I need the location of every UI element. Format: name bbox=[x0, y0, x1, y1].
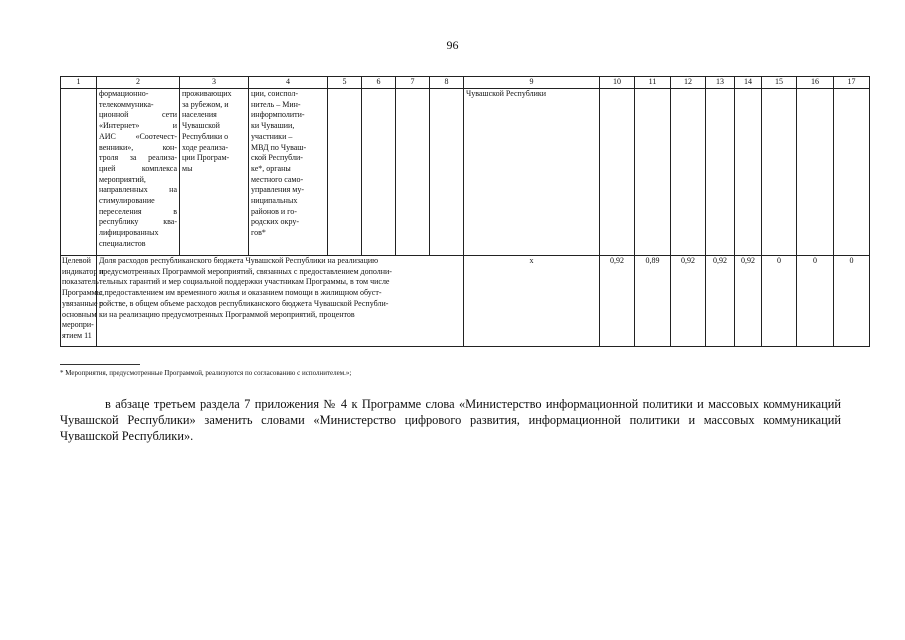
header-cell: 9 bbox=[464, 77, 600, 89]
text-line: Чувашской bbox=[182, 121, 220, 131]
text-line: предусмотренных Программой мероприятий, связанных с предоставлением дополни- bbox=[99, 266, 392, 276]
table-cell bbox=[61, 89, 97, 256]
text-line: проживающих bbox=[182, 89, 232, 98]
text-line: венники», кон- bbox=[99, 142, 177, 152]
text-line: Программы, bbox=[62, 288, 105, 298]
text-line: основным bbox=[62, 309, 97, 319]
value-cell: 0 bbox=[797, 256, 834, 347]
text-line: цией комплекса bbox=[99, 163, 177, 173]
header-row bbox=[61, 77, 870, 89]
header-cell: 2 bbox=[97, 77, 180, 89]
table-row bbox=[61, 256, 870, 347]
header-cell: 15 bbox=[762, 77, 797, 89]
text-line: нитель – Мин- bbox=[251, 99, 301, 109]
table-cell bbox=[671, 89, 706, 256]
text-line: ционной сети bbox=[99, 110, 177, 120]
text-line: «Интернет» и bbox=[99, 121, 177, 131]
text-line: ятием 11 bbox=[62, 330, 92, 340]
footnote-divider bbox=[60, 364, 140, 365]
text-line: Целевой bbox=[62, 256, 91, 265]
text-line: МВД по Чуваш- bbox=[251, 142, 307, 152]
amendment-paragraph: в абзаце третьем раздела 7 приложения № 4 к Программе слова «Министерство информационной политики и массовых коммуникаций Чувашской Республики» заменить словами «Министерство цифрового развития, информационной политики и массовых коммуникаций Чувашской Республики». bbox=[60, 397, 841, 443]
value-cell: 0 bbox=[834, 256, 870, 347]
text-line: АИС «Соотечест- bbox=[99, 131, 177, 141]
header-cell: 13 bbox=[706, 77, 735, 89]
text-line: управления му- bbox=[251, 185, 305, 195]
text-line: меропри- bbox=[62, 320, 94, 330]
executor-cell bbox=[249, 89, 328, 256]
activity-description-cell bbox=[97, 89, 180, 256]
table-cell bbox=[834, 89, 870, 256]
text-line: ции Програм- bbox=[182, 153, 230, 163]
footnote: * Мероприятия, предусмотренные Программой, реализуются по согласованию с исполнителем.»; bbox=[60, 369, 352, 377]
text-line: специалистов bbox=[99, 238, 146, 248]
text-line: телекоммуника- bbox=[99, 99, 154, 109]
header-cell: 6 bbox=[362, 77, 396, 89]
value-cell: 0,92 bbox=[671, 256, 706, 347]
text-line: ходе реализа- bbox=[182, 142, 229, 152]
text-line: с предоставлением им временного жилья и оказанием помощи в жилищном обуст- bbox=[99, 288, 382, 298]
value-cell: 0,92 bbox=[706, 256, 735, 347]
header-cell: 7 bbox=[396, 77, 430, 89]
text-line: ке*, органы bbox=[251, 163, 291, 173]
source-cell: Чувашской Республики bbox=[464, 89, 600, 256]
header-cell: 4 bbox=[249, 77, 328, 89]
header-cell: 12 bbox=[671, 77, 706, 89]
text-line: мероприятий, bbox=[99, 174, 146, 184]
value-cell: 0,89 bbox=[635, 256, 671, 347]
text-line: Республики о bbox=[182, 131, 229, 141]
text-line: Доля расходов республиканского бюджета Чувашской Республики на реализацию bbox=[99, 256, 379, 265]
indicator-description-cell bbox=[97, 256, 464, 347]
text-line: ниципальных bbox=[251, 196, 298, 206]
value-cell: 0 bbox=[762, 256, 797, 347]
table-cell bbox=[396, 89, 430, 256]
text-line: родских окру- bbox=[251, 217, 300, 227]
text-line: ройстве, в общем объеме расходов республиканского бюджета Чувашской Республи- bbox=[99, 298, 389, 308]
table-cell bbox=[735, 89, 762, 256]
value-cell: 0,92 bbox=[735, 256, 762, 347]
source-cell: x bbox=[464, 256, 600, 347]
text-line: информполити- bbox=[251, 110, 305, 120]
text-line: местного само- bbox=[251, 174, 304, 184]
header-cell: 17 bbox=[834, 77, 870, 89]
text-line: ской Республи- bbox=[251, 153, 303, 163]
text-line: направленных на bbox=[99, 185, 177, 195]
text-line: троля за реализа- bbox=[99, 153, 177, 163]
text-line: районов и го- bbox=[251, 206, 297, 216]
table-cell bbox=[797, 89, 834, 256]
program-table bbox=[60, 76, 870, 347]
text-line: стимулирование bbox=[99, 196, 155, 206]
table-cell bbox=[430, 89, 464, 256]
text-line: ки Чувашии, bbox=[251, 121, 295, 131]
text-line: ки на реализацию предусмотренных Программой мероприятий, процентов bbox=[99, 309, 355, 319]
text-line: участники – bbox=[251, 131, 293, 141]
table-cell bbox=[762, 89, 797, 256]
value-cell: 0,92 bbox=[600, 256, 635, 347]
table-cell bbox=[362, 89, 396, 256]
header-cell: 1 bbox=[61, 77, 97, 89]
text-line: формационно- bbox=[99, 89, 149, 98]
header-cell: 14 bbox=[735, 77, 762, 89]
text-line: лифицированных bbox=[99, 228, 159, 238]
table-cell bbox=[328, 89, 362, 256]
text-line: переселения в bbox=[99, 206, 177, 216]
header-cell: 8 bbox=[430, 77, 464, 89]
header-cell: 11 bbox=[635, 77, 671, 89]
text-line: индикатор и bbox=[62, 266, 104, 276]
text-line: гов* bbox=[251, 228, 266, 238]
page-number: 96 bbox=[446, 38, 459, 52]
text-line: республику ква- bbox=[99, 217, 177, 227]
header-cell: 5 bbox=[328, 77, 362, 89]
audience-cell bbox=[180, 89, 249, 256]
text-line: мы bbox=[182, 163, 193, 173]
text-line: увязанные с bbox=[62, 298, 104, 308]
table-row bbox=[61, 89, 870, 256]
text-line: ции, соиспол- bbox=[251, 89, 299, 98]
text-line: показатель bbox=[62, 277, 99, 287]
text-line: населения bbox=[182, 110, 217, 120]
table-cell bbox=[600, 89, 635, 256]
text-line: за рубежом, и bbox=[182, 99, 229, 109]
header-cell: 3 bbox=[180, 77, 249, 89]
header-cell: 16 bbox=[797, 77, 834, 89]
text-line: тельных гарантий и мер социальной поддержки участникам Программы, в том числе bbox=[99, 277, 390, 287]
indicator-label-cell bbox=[61, 256, 105, 347]
table-cell bbox=[706, 89, 735, 256]
table-cell bbox=[635, 89, 671, 256]
header-cell: 10 bbox=[600, 77, 635, 89]
